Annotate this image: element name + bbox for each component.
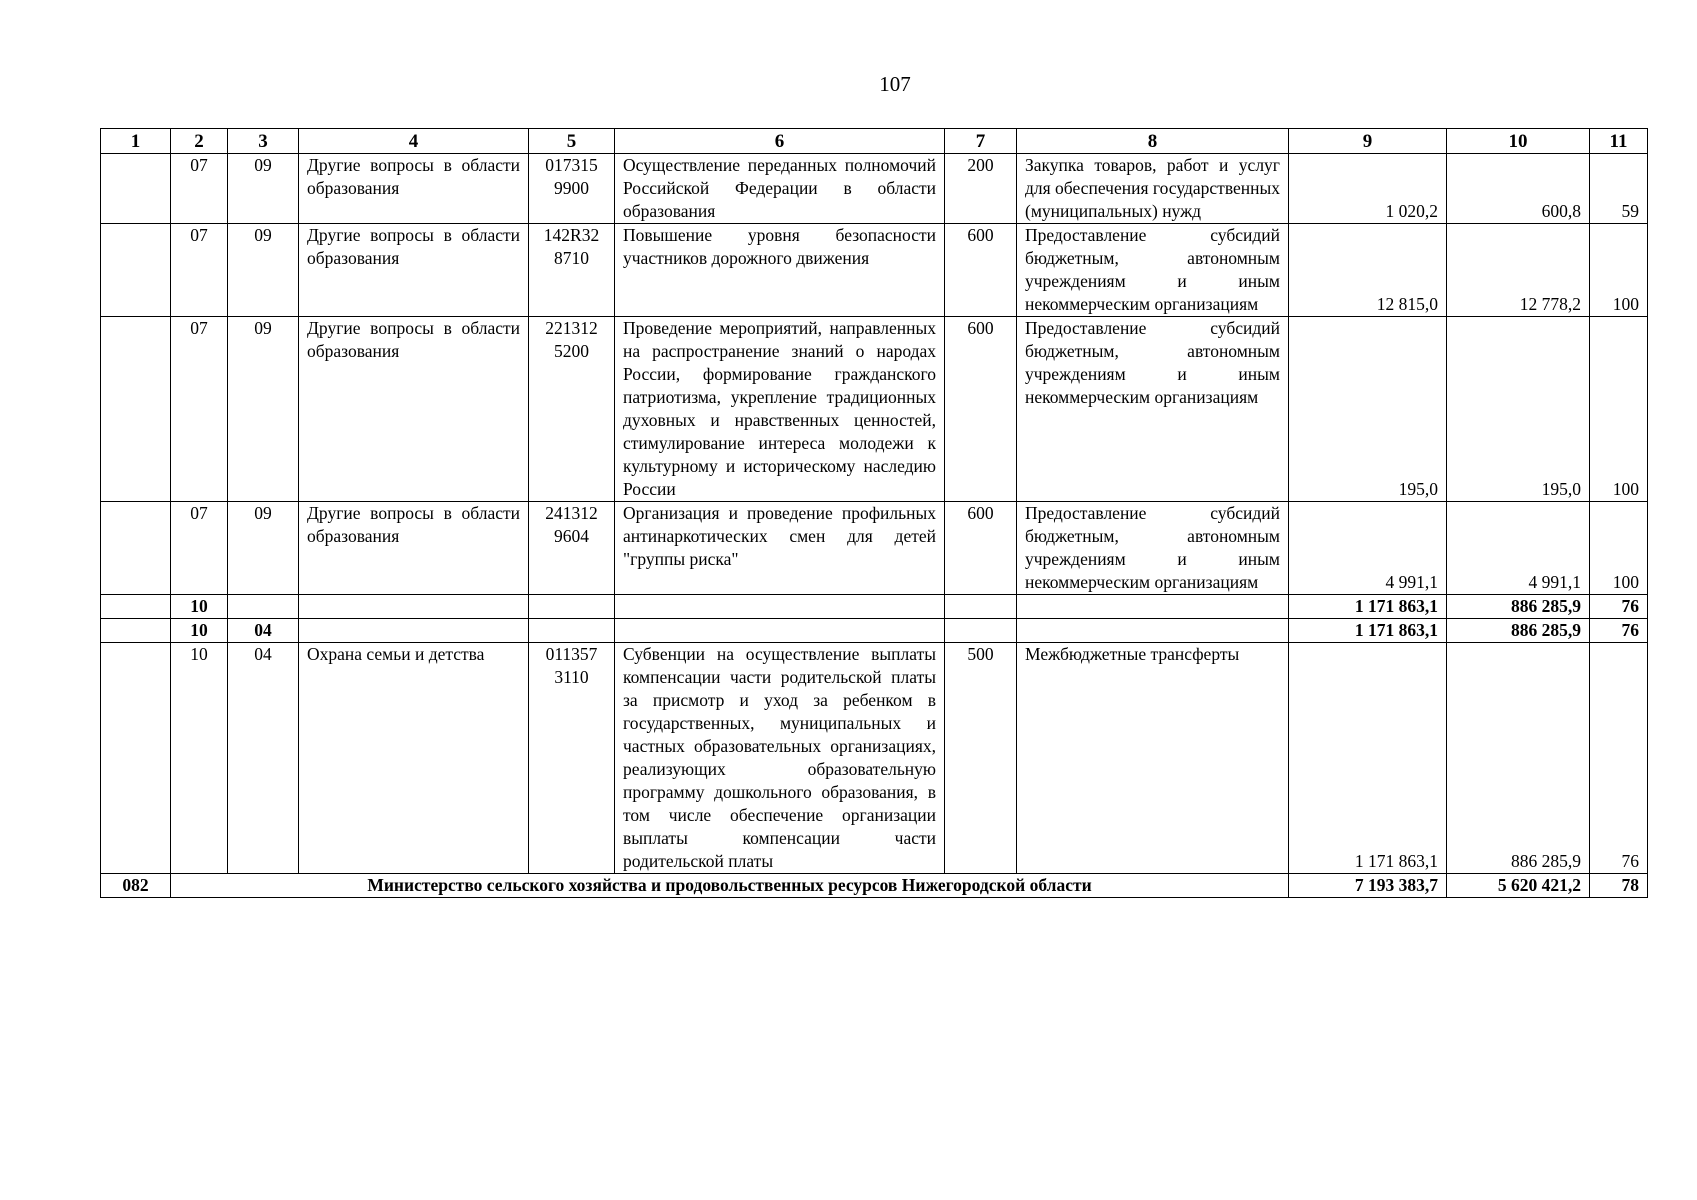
cell-subsection: 09 <box>228 502 299 595</box>
cell-subsection-name: Охрана семьи и детства <box>299 643 529 874</box>
cell-executed: 195,0 <box>1447 317 1590 502</box>
header-cell-2: 2 <box>171 129 228 154</box>
budget-table <box>100 128 1648 898</box>
cell-section: 07 <box>171 154 228 224</box>
header-cell-4: 4 <box>299 129 529 154</box>
cell-col1 <box>101 154 171 224</box>
cell-ministry-name: Министерство сельского хозяйства и продовольственных ресурсов Нижегородской области <box>171 874 1289 898</box>
table-row <box>101 643 1648 874</box>
cell-planned: 1 171 863,1 <box>1289 643 1447 874</box>
cell-executed: 886 285,9 <box>1447 595 1590 619</box>
cell-expense-type <box>945 619 1017 643</box>
cell-subsection-name: Другие вопросы в области образования <box>299 317 529 502</box>
cell-expense-type-name: Межбюджетные трансферты <box>1017 643 1289 874</box>
cell-col1 <box>101 595 171 619</box>
cell-expense-type: 600 <box>945 224 1017 317</box>
cell-planned: 1 020,2 <box>1289 154 1447 224</box>
cell-target-code: 221312 5200 <box>529 317 615 502</box>
cell-planned: 7 193 383,7 <box>1289 874 1447 898</box>
cell-planned: 4 991,1 <box>1289 502 1447 595</box>
cell-expense-type: 600 <box>945 502 1017 595</box>
cell-col1 <box>101 643 171 874</box>
cell-expense-type-name: Предоставление субсидий бюджетным, автономным учреждениям и иным некоммерческим организациям <box>1017 317 1289 502</box>
cell-col1 <box>101 224 171 317</box>
cell-subsection: 09 <box>228 154 299 224</box>
header-cell-10: 10 <box>1447 129 1590 154</box>
cell-section: 07 <box>171 317 228 502</box>
cell-planned: 195,0 <box>1289 317 1447 502</box>
cell-executed: 5 620 421,2 <box>1447 874 1590 898</box>
cell-subsection: 09 <box>228 317 299 502</box>
cell-target-name: Субвенции на осуществление выплаты компенсации части родительской платы за присмотр и уход за ребенком в государственных, муниципальных и частных образовательных организациях, реализующих образовательную программу дошкольного образования, в том числе обеспечение организации выплаты компенсации части родительской платы <box>615 643 945 874</box>
cell-subsection <box>228 595 299 619</box>
cell-expense-type-name: Предоставление субсидий бюджетным, автономным учреждениям и иным некоммерческим организациям <box>1017 224 1289 317</box>
cell-percent: 78 <box>1590 874 1648 898</box>
table-row <box>101 502 1648 595</box>
cell-target-name <box>615 595 945 619</box>
header-cell-3: 3 <box>228 129 299 154</box>
cell-planned: 1 171 863,1 <box>1289 595 1447 619</box>
header-cell-7: 7 <box>945 129 1017 154</box>
page-number: 107 <box>879 72 911 96</box>
cell-executed: 886 285,9 <box>1447 643 1590 874</box>
cell-subsection-name <box>299 619 529 643</box>
cell-expense-type: 200 <box>945 154 1017 224</box>
header-cell-6: 6 <box>615 129 945 154</box>
table-row-section-total <box>101 595 1648 619</box>
cell-expense-type-name: Предоставление субсидий бюджетным, автономным учреждениям и иным некоммерческим организациям <box>1017 502 1289 595</box>
cell-expense-type-name <box>1017 619 1289 643</box>
cell-executed: 4 991,1 <box>1447 502 1590 595</box>
header-cell-8: 8 <box>1017 129 1289 154</box>
cell-percent: 76 <box>1590 595 1648 619</box>
cell-expense-type: 600 <box>945 317 1017 502</box>
cell-target-name <box>615 619 945 643</box>
cell-col1 <box>101 619 171 643</box>
cell-target-code: 011357 3110 <box>529 643 615 874</box>
cell-percent: 76 <box>1590 619 1648 643</box>
cell-percent: 100 <box>1590 224 1648 317</box>
cell-percent: 100 <box>1590 317 1648 502</box>
header-cell-11: 11 <box>1590 129 1648 154</box>
cell-target-code: 017315 9900 <box>529 154 615 224</box>
cell-target-name: Проведение мероприятий, направленных на распространение знаний о народах России, формирование гражданского патриотизма, укрепление традиционных духовных и нравственных ценностей, стимулирование интереса молодежи к культурному и историческому наследию России <box>615 317 945 502</box>
cell-subsection: 09 <box>228 224 299 317</box>
cell-subsection-name <box>299 595 529 619</box>
cell-planned: 1 171 863,1 <box>1289 619 1447 643</box>
cell-executed: 886 285,9 <box>1447 619 1590 643</box>
cell-percent: 76 <box>1590 643 1648 874</box>
cell-section: 10 <box>171 643 228 874</box>
cell-target-name: Организация и проведение профильных антинаркотических смен для детей "группы риска" <box>615 502 945 595</box>
cell-percent: 100 <box>1590 502 1648 595</box>
header-cell-9: 9 <box>1289 129 1447 154</box>
cell-subsection: 04 <box>228 643 299 874</box>
cell-percent: 59 <box>1590 154 1648 224</box>
cell-section: 07 <box>171 502 228 595</box>
cell-subsection-name: Другие вопросы в области образования <box>299 224 529 317</box>
table-row <box>101 317 1648 502</box>
cell-section: 10 <box>171 619 228 643</box>
cell-target-code <box>529 595 615 619</box>
table-row-subsection-total <box>101 619 1648 643</box>
cell-target-name: Повышение уровня безопасности участников дорожного движения <box>615 224 945 317</box>
table-row-ministry-total <box>101 874 1648 898</box>
cell-expense-type-name: Закупка товаров, работ и услуг для обеспечения государственных (муниципальных) нужд <box>1017 154 1289 224</box>
header-row <box>101 129 1648 154</box>
cell-section: 10 <box>171 595 228 619</box>
cell-target-name: Осуществление переданных полномочий Российской Федерации в области образования <box>615 154 945 224</box>
cell-expense-type: 500 <box>945 643 1017 874</box>
cell-target-code: 241312 9604 <box>529 502 615 595</box>
cell-section: 07 <box>171 224 228 317</box>
cell-target-code: 142R32 8710 <box>529 224 615 317</box>
table-row <box>101 224 1648 317</box>
header-cell-5: 5 <box>529 129 615 154</box>
table-row <box>101 154 1648 224</box>
cell-executed: 12 778,2 <box>1447 224 1590 317</box>
cell-subsection-name: Другие вопросы в области образования <box>299 502 529 595</box>
cell-target-code <box>529 619 615 643</box>
header-cell-1: 1 <box>101 129 171 154</box>
cell-col1 <box>101 502 171 595</box>
cell-ministry-code: 082 <box>101 874 171 898</box>
cell-col1 <box>101 317 171 502</box>
cell-planned: 12 815,0 <box>1289 224 1447 317</box>
cell-subsection: 04 <box>228 619 299 643</box>
cell-executed: 600,8 <box>1447 154 1590 224</box>
cell-expense-type <box>945 595 1017 619</box>
cell-expense-type-name <box>1017 595 1289 619</box>
cell-subsection-name: Другие вопросы в области образования <box>299 154 529 224</box>
